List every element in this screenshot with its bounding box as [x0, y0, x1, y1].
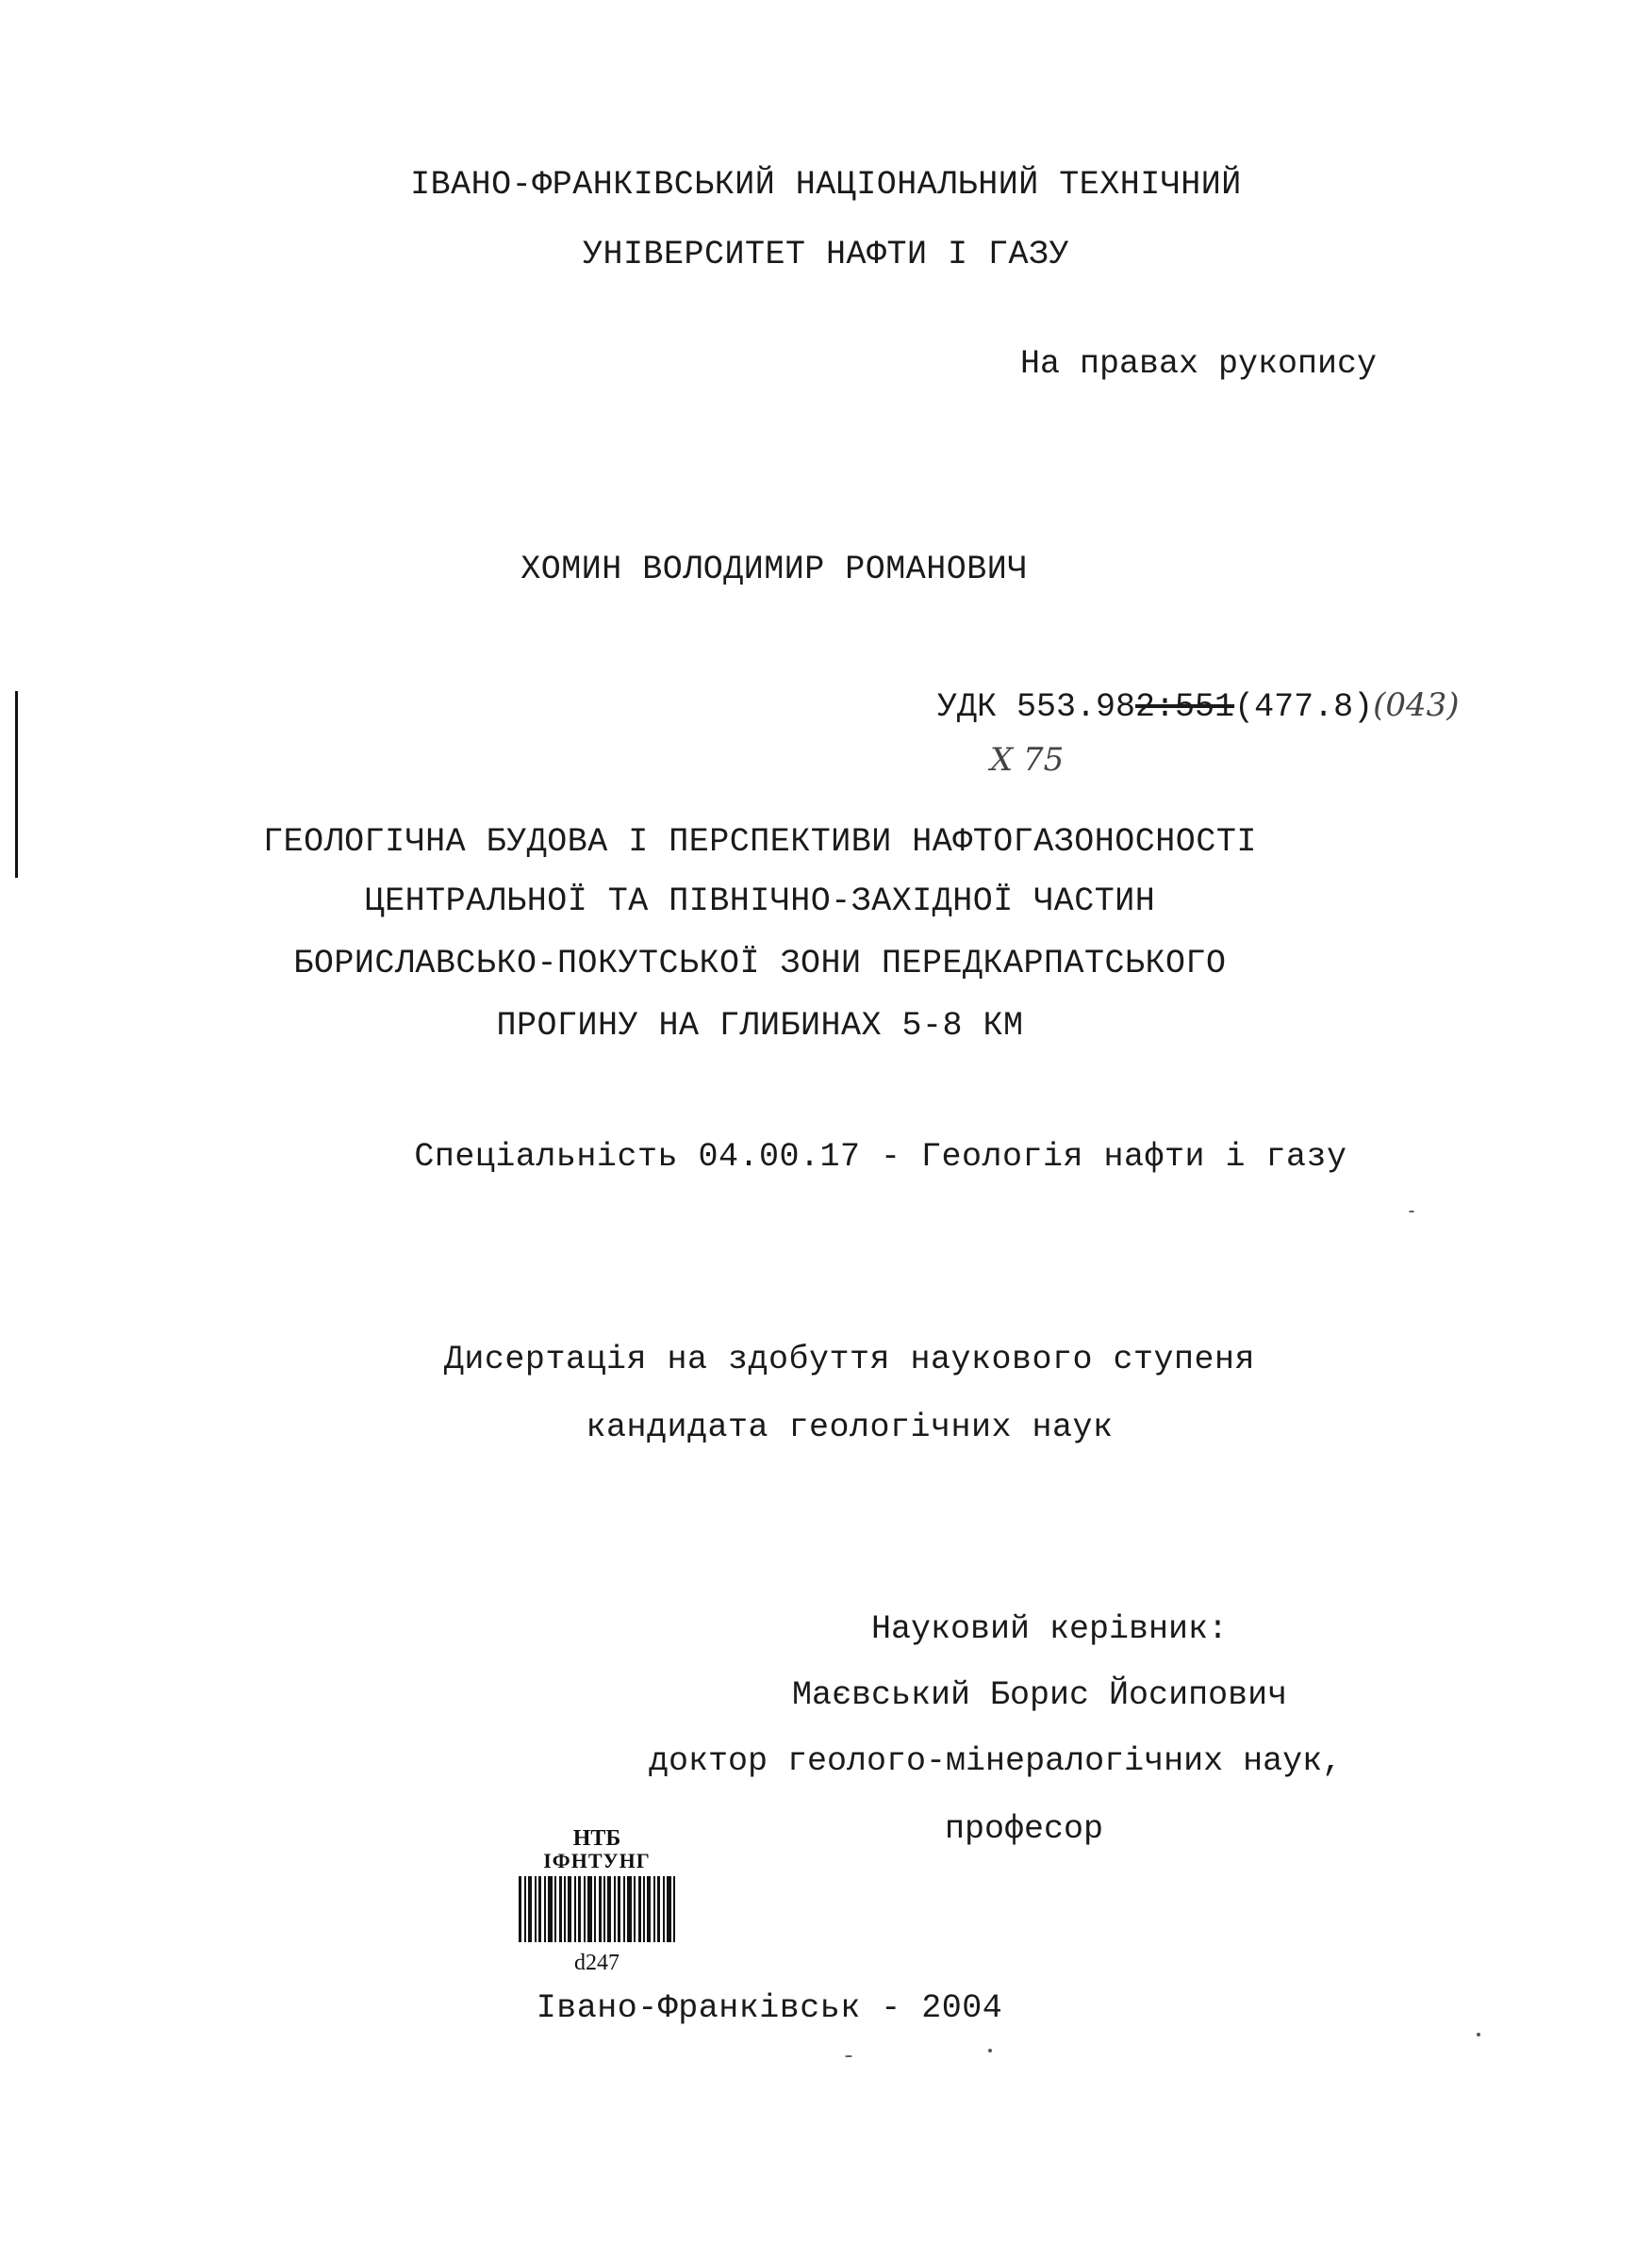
thesis-title-line1: ГЕОЛОГІЧНА БУДОВА І ПЕРСПЕКТИВИ НАФТОГАЗОНОСНОСТІ	[263, 823, 1257, 861]
udk-handwritten-note: Х 75	[990, 741, 1065, 779]
udk-suffix: (477.8)	[1234, 688, 1374, 726]
thesis-title-line3: БОРИСЛАВСЬКО-ПОКУТСЬКОЇ ЗОНИ ПЕРЕДКАРПАТСЬКОГО	[293, 945, 1227, 982]
specialty-line: Спеціальність 04.00.17 - Геологія нафти і газу	[414, 1138, 1347, 1176]
thesis-title-line2: ЦЕНТРАЛЬНОЇ ТА ПІВНІЧНО-ЗАХІДНОЇ ЧАСТИН	[364, 882, 1156, 920]
supervisor-label: Науковий керівник:	[871, 1610, 1229, 1648]
scan-speck	[845, 2055, 852, 2057]
supervisor-name: Маєвський Борис Йосипович	[792, 1676, 1288, 1714]
library-stamp	[517, 1827, 677, 1975]
scan-speck	[1477, 2033, 1480, 2036]
university-name-line2: УНІВЕРСИТЕТ НАФТИ І ГАЗУ	[582, 236, 1070, 273]
scan-speck	[1409, 1211, 1414, 1212]
stamp-library-label: НТБ	[572, 1826, 621, 1851]
university-name-line1: ІВАНО-ФРАНКІВСЬКИЙ НАЦІОНАЛЬНИЙ ТЕХНІЧНИЙ	[410, 166, 1242, 204]
supervisor-degree: доктор геолого-мінералогічних наук,	[649, 1742, 1343, 1780]
dissertation-line1: Дисертація на здобуття наукового ступеня	[443, 1341, 1256, 1378]
dissertation-line2: кандидата геологічних наук	[586, 1409, 1114, 1446]
author-name: ХОМИН ВОЛОДИМИР РОМАНОВИЧ	[520, 551, 1028, 588]
udk-prefix: УДК 553.98	[937, 688, 1136, 726]
stamp-inventory-code: d247	[574, 1951, 620, 1975]
thesis-title-line4: ПРОГИНУ НА ГЛИБИНАХ 5-8 КМ	[496, 1007, 1024, 1045]
supervisor-title: професор	[945, 1810, 1104, 1848]
udk-struck-digits: 2:551	[1135, 688, 1235, 726]
udk-code	[937, 686, 1460, 726]
barcode-image	[519, 1876, 675, 1942]
udk-handwritten-tail: (043)	[1373, 686, 1460, 724]
stamp-university-label: ІФНТУНГ	[543, 1849, 651, 1872]
city-year: Івано-Франківськ - 2004	[536, 1989, 1003, 2027]
manuscript-note: На правах рукопису	[1020, 345, 1378, 383]
scan-speck	[988, 2049, 992, 2052]
